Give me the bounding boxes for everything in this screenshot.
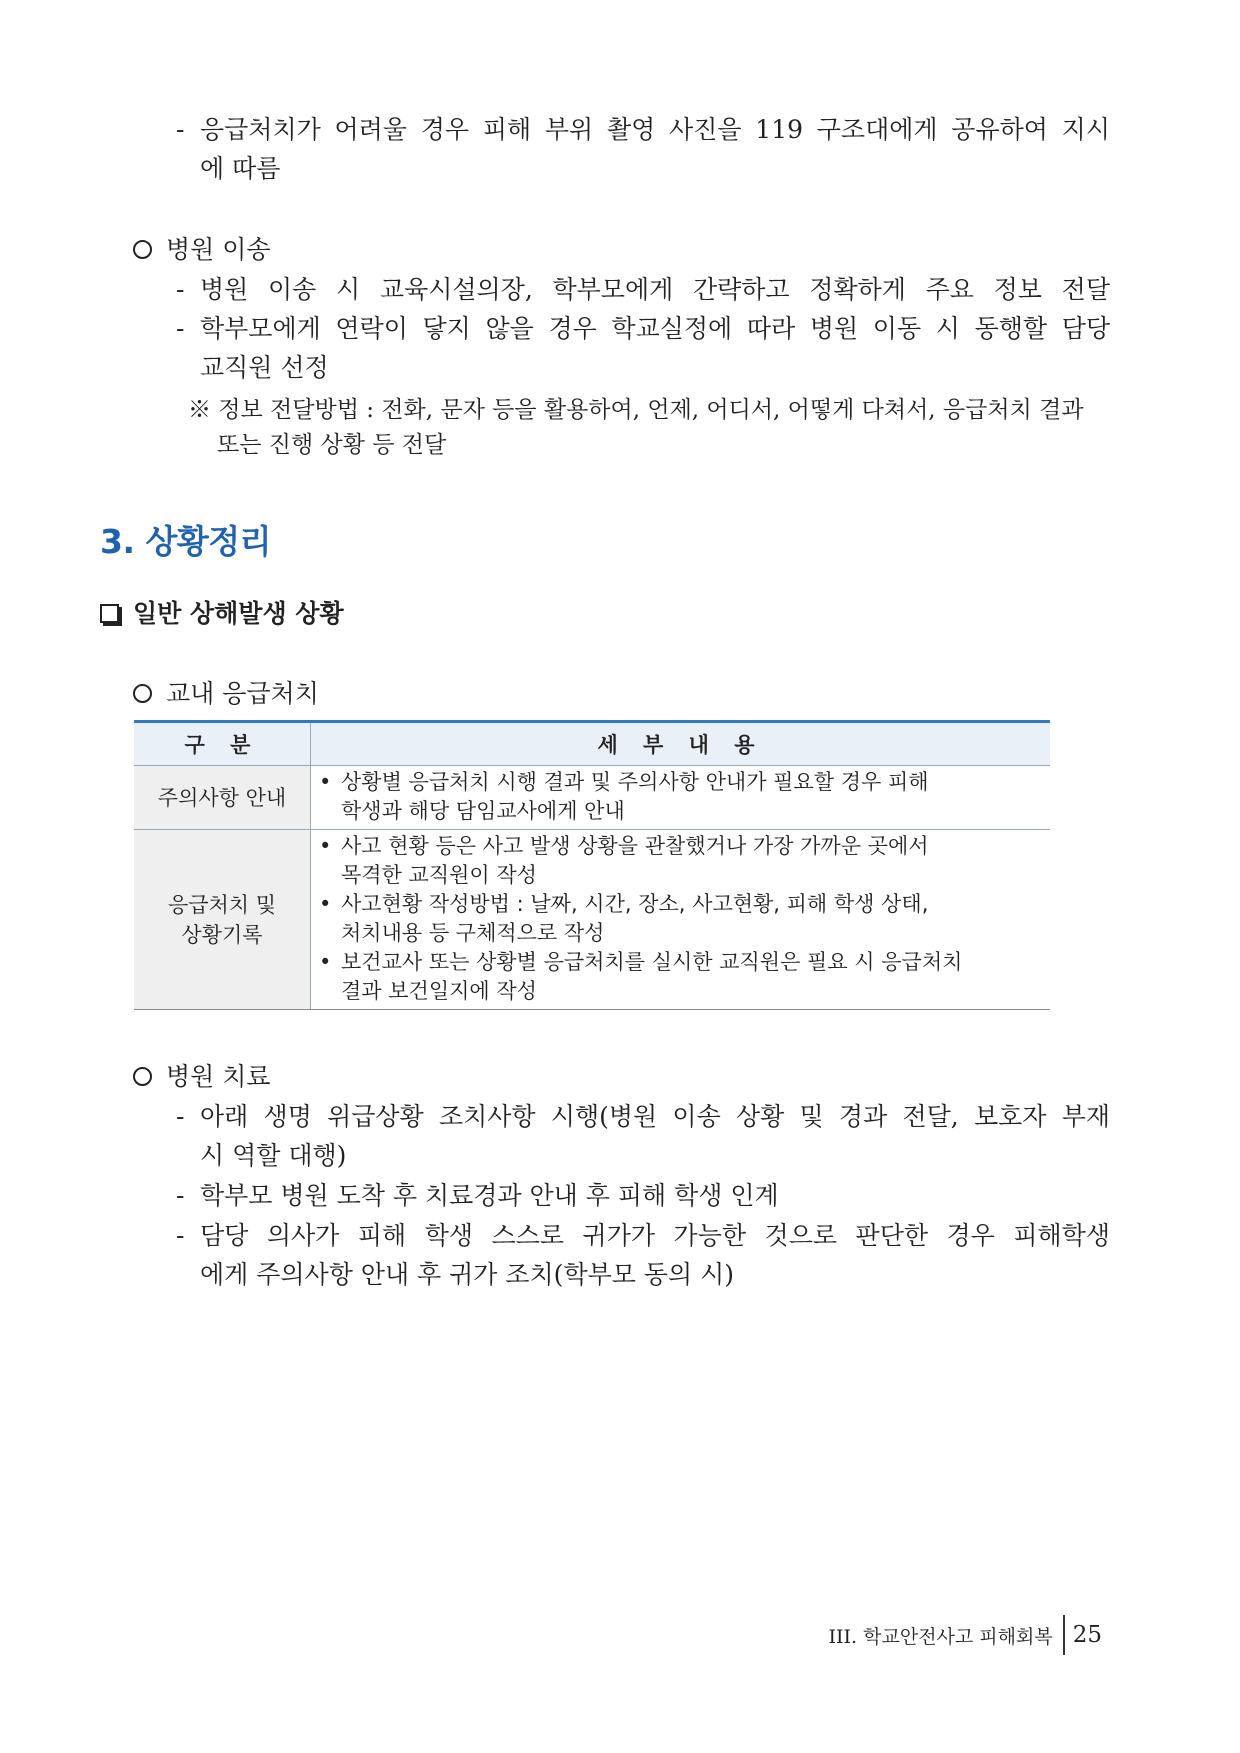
body-line: 학부모 병원 도착 후 치료경과 안내 후 피해 학생 인계 [200, 1181, 779, 1210]
list-item: • 보건교사 또는 상황별 응급처치를 실시한 교직원은 필요 시 응급처치 결과 보건일지에 작성 [319, 948, 1044, 1006]
subsection-heading: 일반 상해발생 상황 [100, 596, 344, 632]
body-line: 교직원 선정 [200, 353, 329, 382]
bullet-dot-icon: • [319, 770, 332, 794]
body-line: 응급처치가 어려울 경우 피해 부위 촬영 사진을 119 구조대에게 공유하여 지시 [200, 115, 1110, 144]
circle-heading-transport: 병원 이송 [133, 232, 271, 268]
list-item: • 사고 현황 등은 사고 발생 상황을 관찰했거나 가장 가까운 곳에서 목격한 교직원이 작성 [319, 832, 1044, 890]
body-line: 아래 생명 위급상황 조치사항 시행(병원 이송 상황 및 경과 전달, 보호자 부재 [200, 1102, 1110, 1131]
table-row-label: 응급처치 및 상황기록 [134, 830, 311, 1010]
note-line: 또는 진행 상황 등 전달 [217, 432, 447, 458]
table-header-category: 구 분 [134, 722, 311, 766]
circle-heading-hospital: 병원 치료 [133, 1059, 271, 1095]
dash-marker: - [176, 275, 185, 304]
body-line: 에 따름 [200, 154, 281, 183]
footer-divider [1063, 1615, 1065, 1655]
table-row-content [311, 830, 1051, 1010]
footer-chapter: III. 학교안전사고 피해회복 [828, 1625, 1053, 1648]
table-header-details: 세 부 내 용 [311, 722, 1051, 766]
bullet-dot-icon: • [319, 892, 332, 916]
page-footer [829, 1615, 1102, 1655]
dash-marker: - [176, 1102, 185, 1131]
table-row [134, 830, 1050, 1010]
first-aid-table [134, 720, 1050, 1010]
circle-bullet-icon [133, 684, 152, 703]
table-row [134, 766, 1050, 830]
dash-marker: - [176, 1181, 185, 1210]
section-title: 3. 상황정리 [100, 522, 271, 561]
bullet-dot-icon: • [319, 950, 332, 974]
table-row-label: 주의사항 안내 [134, 766, 311, 830]
body-line: 시 역할 대행) [200, 1141, 347, 1170]
bullet-dot-icon: • [319, 834, 332, 858]
circle-bullet-icon [133, 240, 152, 259]
checkbox-square-icon [100, 604, 119, 623]
dash-marker: - [176, 115, 185, 144]
note-line: ※ 정보 전달방법 : 전화, 문자 등을 활용하여, 언제, 어디서, 어떻게 다쳐서, 응급처치 결과 [188, 397, 1084, 423]
list-item: • 상황별 응급처치 시행 결과 및 주의사항 안내가 필요할 경우 피해 학생과 해당 담임교사에게 안내 [319, 768, 1044, 826]
circle-bullet-icon [133, 1067, 152, 1086]
body-line: 병원 이송 시 교육시설의장, 학부모에게 간략하고 정확하게 주요 정보 전달 [200, 275, 1110, 304]
dash-marker: - [176, 1221, 185, 1250]
table-row-content [311, 766, 1051, 830]
body-line: 담당 의사가 피해 학생 스스로 귀가가 가능한 것으로 판단한 경우 피해학생 [200, 1221, 1110, 1250]
dash-marker: - [176, 314, 185, 343]
page-number: 25 [1072, 1622, 1102, 1648]
list-item: • 사고현황 작성방법 : 날짜, 시간, 장소, 사고현황, 피해 학생 상태, 처치내용 등 구체적으로 작성 [319, 890, 1044, 948]
table-header-row [134, 722, 1050, 766]
body-line: 에게 주의사항 안내 후 귀가 조치(학부모 동의 시) [200, 1260, 734, 1289]
body-line: 학부모에게 연락이 닿지 않을 경우 학교실정에 따라 병원 이동 시 동행할 담당 [200, 314, 1110, 343]
circle-heading-school-aid: 교내 응급처치 [133, 676, 319, 712]
